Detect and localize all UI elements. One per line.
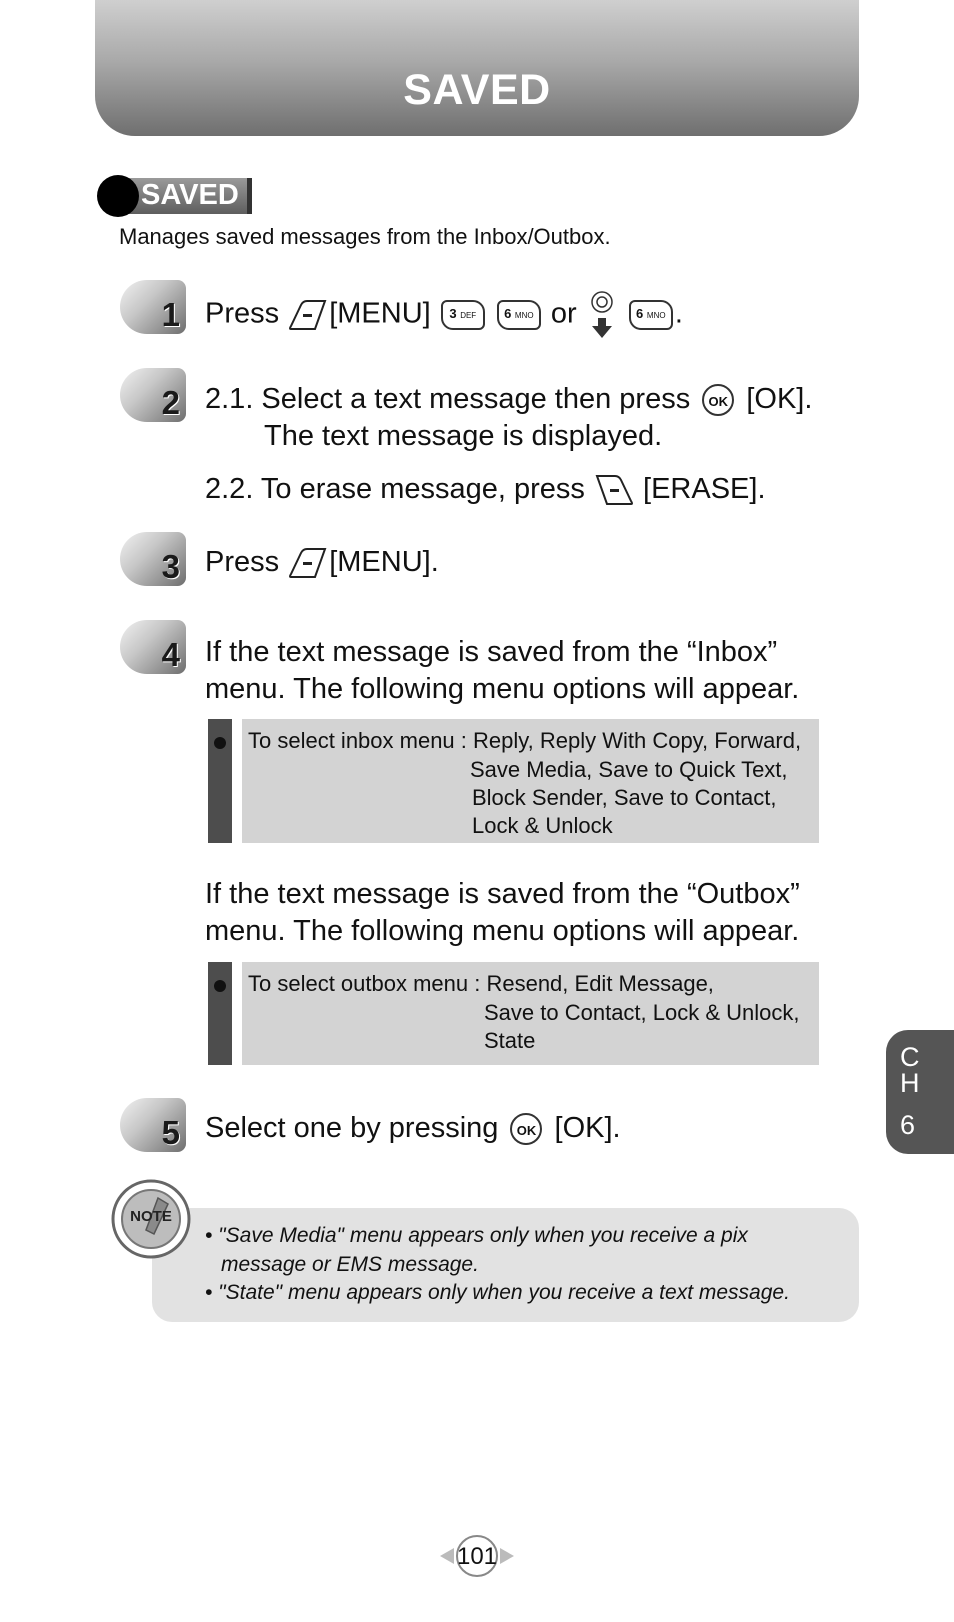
step-2-text-a: 2.1. Select a text message then press xyxy=(205,383,691,415)
step-2-text-b: [OK]. xyxy=(746,383,813,415)
note-line: • "Save Media" menu appears only when you receive a pix xyxy=(205,1224,748,1247)
step-5-badge xyxy=(120,1098,186,1152)
step-4-badge xyxy=(120,620,186,674)
step-5-text-a: Select one by pressing xyxy=(205,1112,499,1144)
step-2-line-1 xyxy=(205,381,812,418)
nav-down-key-icon xyxy=(587,290,617,340)
note-icon xyxy=(110,1178,192,1260)
section-description: Manages saved messages from the Inbox/Outbox. xyxy=(119,224,611,249)
step-2-line-2: The text message is displayed. xyxy=(264,420,663,452)
step-3-text xyxy=(205,544,439,581)
step-number: 1 xyxy=(161,296,180,333)
note-line: • "State" menu appears only when you receive a text message. xyxy=(205,1281,790,1304)
step-1-badge xyxy=(120,280,186,334)
outbox-options-bar xyxy=(208,962,232,1065)
page-number-badge xyxy=(440,1535,514,1577)
inbox-option-line: To select inbox menu : Reply, Reply With Copy, Forward, xyxy=(248,728,802,753)
step-1-menu: [MENU] xyxy=(329,297,431,330)
key-6-icon: 6 MNO xyxy=(497,300,541,330)
step-number: 2 xyxy=(161,384,180,421)
bullet-icon xyxy=(214,737,226,749)
step-4-outbox-line-2: menu. The following menu options will appear. xyxy=(205,915,800,947)
step-3-menu: [MENU]. xyxy=(329,546,439,578)
note-line: message or EMS message. xyxy=(221,1253,479,1276)
section-label: SAVED xyxy=(141,179,239,211)
chapter-tab xyxy=(886,1030,954,1154)
chapter-tab-h: H xyxy=(900,1068,920,1098)
step-2-line-3 xyxy=(205,471,766,508)
inbox-option-line: Block Sender, Save to Contact, xyxy=(472,785,777,810)
right-soft-key-icon xyxy=(595,474,633,506)
step-1-or: or xyxy=(550,297,577,330)
step-number: 5 xyxy=(161,1114,180,1151)
left-soft-key-icon xyxy=(289,547,327,579)
step-2-erase-text: 2.2. To erase message, press xyxy=(205,473,585,505)
step-1-press: Press xyxy=(205,297,280,330)
ok-key-icon: OK xyxy=(702,384,734,416)
chapter-tab-c: C xyxy=(900,1042,920,1072)
step-2-erase-label: [ERASE]. xyxy=(643,473,766,505)
step-3-badge xyxy=(120,532,186,586)
outbox-option-line: Save to Contact, Lock & Unlock, xyxy=(484,1000,800,1025)
key-3-icon: 3 DEF xyxy=(441,300,485,330)
page-title: SAVED xyxy=(403,66,551,114)
inbox-option-line: Lock & Unlock xyxy=(472,813,613,838)
outbox-option-line: To select outbox menu : Resend, Edit Message, xyxy=(248,971,714,996)
section-dot-icon xyxy=(97,175,139,217)
key-6-icon: 6 MNO xyxy=(629,300,673,330)
left-soft-key-icon xyxy=(289,299,327,331)
step-4-outbox-line-1: If the text message is saved from the “Outbox” xyxy=(205,878,800,910)
section-badge xyxy=(97,175,253,219)
step-4-inbox-line-2: menu. The following menu options will appear. xyxy=(205,673,800,705)
step-1-period: . xyxy=(674,297,683,330)
step-5-text xyxy=(205,1110,621,1147)
step-4-inbox-line-1: If the text message is saved from the “Inbox” xyxy=(205,636,778,668)
step-1-text xyxy=(205,290,683,340)
inbox-option-line: Save Media, Save to Quick Text, xyxy=(470,757,788,782)
step-5-text-b: [OK]. xyxy=(554,1112,621,1144)
note-icon-label: NOTE xyxy=(130,1208,172,1225)
chapter-tab-number: 6 xyxy=(900,1110,916,1140)
step-2-badge xyxy=(120,368,186,422)
bullet-icon xyxy=(214,980,226,992)
outbox-option-line: State xyxy=(484,1028,536,1053)
ok-key-icon: OK xyxy=(510,1113,542,1145)
page-number: 101 xyxy=(456,1543,498,1570)
step-number: 3 xyxy=(161,548,180,585)
step-3-press: Press xyxy=(205,546,280,578)
step-number: 4 xyxy=(161,636,180,673)
